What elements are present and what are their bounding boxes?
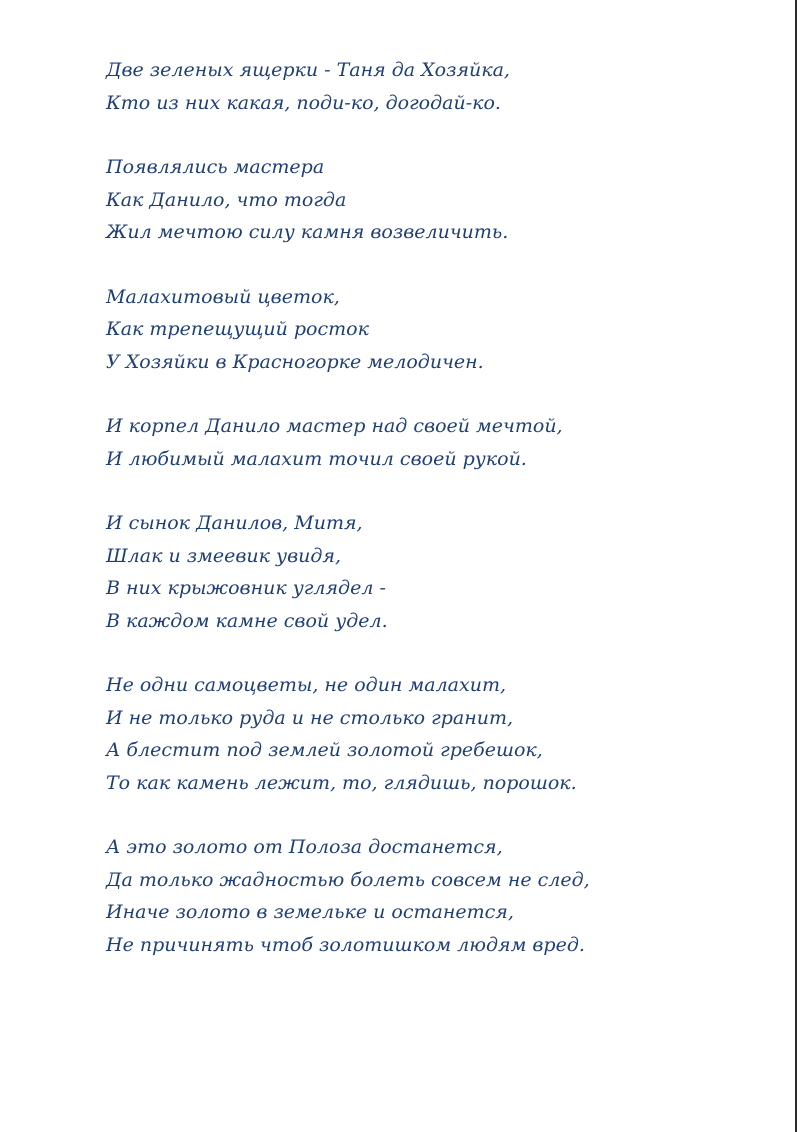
poem-line: И любимый малахит точил своей рукой. xyxy=(106,447,527,470)
stanza-5 xyxy=(106,507,766,637)
poem-line: Как Данило, что тогда xyxy=(106,188,347,211)
poem-line: Не одни самоцветы, не один малахит, xyxy=(106,674,507,696)
poem-line: Появлялись мастера xyxy=(106,156,325,178)
stanza-7 xyxy=(106,831,766,961)
poem-line: Малахитовый цветок, xyxy=(106,285,340,308)
poem-line: А это золото от Полоза достанется, xyxy=(106,836,503,858)
poem-line: Не причинять чтоб золотишком людям вред. xyxy=(106,933,585,956)
poem-line: Кто из них какая, поди-ко, догодай-ко. xyxy=(106,91,501,114)
stanza-6 xyxy=(106,669,766,799)
poem-line: Иначе золото в земельке и останется, xyxy=(106,901,514,923)
poem-line: И корпел Данило мастер над своей мечтой, xyxy=(106,415,563,437)
poem-body xyxy=(106,54,766,993)
poem-line: Шлак и змеевик увидя, xyxy=(106,544,342,567)
poem-line: В каждом камне свой удел. xyxy=(106,609,388,632)
poem-line: То как камень лежит, то, глядишь, порошок. xyxy=(106,771,577,794)
poem-line: Жил мечтою силу камня возвеличить. xyxy=(106,221,509,243)
stanza-1 xyxy=(106,54,766,119)
poem-line: У Хозяйки в Красногорке мелодичен. xyxy=(106,350,484,373)
poem-line: И сынок Данилов, Митя, xyxy=(106,512,363,534)
poem-line: Как трепещущий росток xyxy=(106,318,369,340)
stanza-2 xyxy=(106,151,766,249)
poem-line: Две зеленых ящерки - Таня да Хозяйка, xyxy=(106,59,510,81)
stanza-3 xyxy=(106,281,766,379)
stanza-4 xyxy=(106,410,766,475)
poem-line: И не только руда и не столько гранит, xyxy=(106,706,514,729)
poem-line: В них крыжовник углядел - xyxy=(106,577,386,599)
poem-line: Да только жадностью болеть совсем не след, xyxy=(106,868,590,891)
poem-line: А блестит под землей золотой гребешок, xyxy=(106,739,543,761)
scan-edge-line xyxy=(795,0,797,1132)
